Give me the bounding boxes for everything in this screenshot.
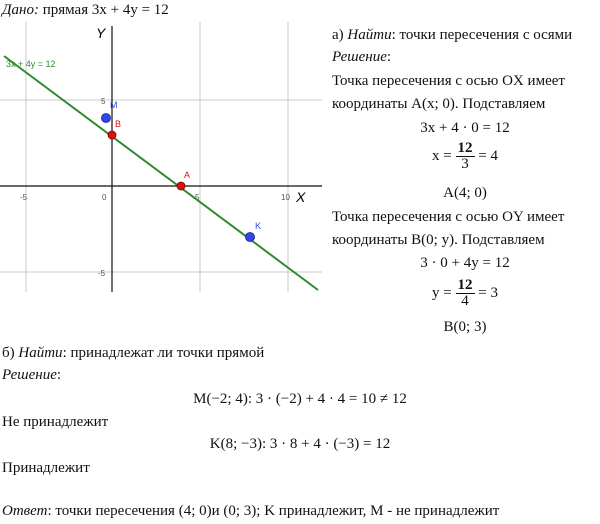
part-a-eq-1: 3x + 4 · 0 = 12 <box>420 120 510 136</box>
part-a-eq-4-fraction <box>456 278 475 309</box>
part-a-eq-4-numerator: 12 <box>457 277 473 294</box>
part-a-find-label: Найти <box>347 27 392 43</box>
part-a-eq-4-right: = 3 <box>478 285 498 301</box>
tick-origin: 0 <box>102 193 107 202</box>
part-a-find-text: : точки пересечения с осями <box>391 27 573 43</box>
answer-line <box>2 502 499 520</box>
part-b-prefix: б) <box>2 345 19 361</box>
line-label: 3x + 4y = 12 <box>6 59 56 69</box>
part-b-k-result: Принадлежит <box>2 460 90 476</box>
tick-x-neg5: -5 <box>20 193 28 202</box>
part-b-m-equation: M(−2; 4): 3 · (−2) + 4 · 4 = 10 ≠ 12 <box>193 391 407 407</box>
point-b-label: B <box>115 119 122 129</box>
part-a-result-a: A(4; 0) <box>443 185 487 201</box>
part-a-solution-colon: : <box>386 49 392 65</box>
part-b-m-result: Не принадлежит <box>2 414 109 430</box>
part-a-text-4: координаты B(0; y). Подставляем <box>332 232 545 248</box>
point-m <box>102 114 111 123</box>
tick-y-neg5: -5 <box>98 269 106 278</box>
part-a-eq-4-left: y = <box>432 285 452 301</box>
part-b-k-equation: K(8; −3): 3 · 8 + 4 · (−3) = 12 <box>209 436 391 452</box>
part-a-eq-4 <box>332 277 598 309</box>
tick-y-5: 5 <box>101 97 106 106</box>
answer-text: : точки пересечения (4; 0)и (0; 3); K принадлежит, M - не принадлежит <box>47 503 500 519</box>
part-a-prefix: а) <box>332 27 348 43</box>
part-a-result-b: B(0; 3) <box>443 319 487 335</box>
answer-label: Ответ <box>2 503 48 519</box>
part-a-solution-label: Решение <box>332 49 387 65</box>
tick-x-10: 10 <box>281 193 290 202</box>
part-a-eq-2-fraction <box>456 141 475 172</box>
line-3x-4y-12 <box>4 56 318 290</box>
part-a-eq-2-left: x = <box>432 148 452 164</box>
part-a-solution <box>332 48 391 66</box>
given-line <box>2 1 169 19</box>
given-label: Дано: <box>2 2 39 18</box>
part-b-solution <box>2 366 61 384</box>
point-a <box>177 182 185 190</box>
part-b-solution-colon: : <box>56 367 62 383</box>
part-a-eq-2-denominator: 3 <box>461 156 469 173</box>
point-a-label: A <box>184 170 191 180</box>
part-a-find <box>332 26 572 44</box>
part-a-eq-3: 3 · 0 + 4y = 12 <box>420 255 510 271</box>
part-b-find <box>2 344 264 362</box>
tick-x-5: 5 <box>195 193 200 202</box>
point-k <box>246 233 255 242</box>
part-a-text-1: Точка пересечения с осью OX имеет <box>332 73 565 89</box>
axis-y-label: Y <box>96 25 106 41</box>
part-a-eq-4-denominator: 4 <box>461 293 469 310</box>
part-a-eq-2-numerator: 12 <box>457 140 473 157</box>
coordinate-graph <box>0 22 330 322</box>
part-b-solution-label: Решение <box>2 367 57 383</box>
point-m-label: M <box>110 100 118 110</box>
part-a-text-2: координаты A(x; 0). Подставляем <box>332 96 546 112</box>
axis-x-label: X <box>296 189 306 205</box>
part-a-eq-2 <box>332 140 598 172</box>
given-text: прямая 3x + 4y = 12 <box>38 2 169 18</box>
point-k-label: K <box>255 221 262 231</box>
part-a-eq-2-right: = 4 <box>478 148 498 164</box>
part-b-find-text: : принадлежат ли точки прямой <box>62 345 265 361</box>
point-b <box>108 131 116 139</box>
part-b-find-label: Найти <box>18 345 63 361</box>
part-a-text-3: Точка пересечения с осью OY имеет <box>332 209 565 225</box>
